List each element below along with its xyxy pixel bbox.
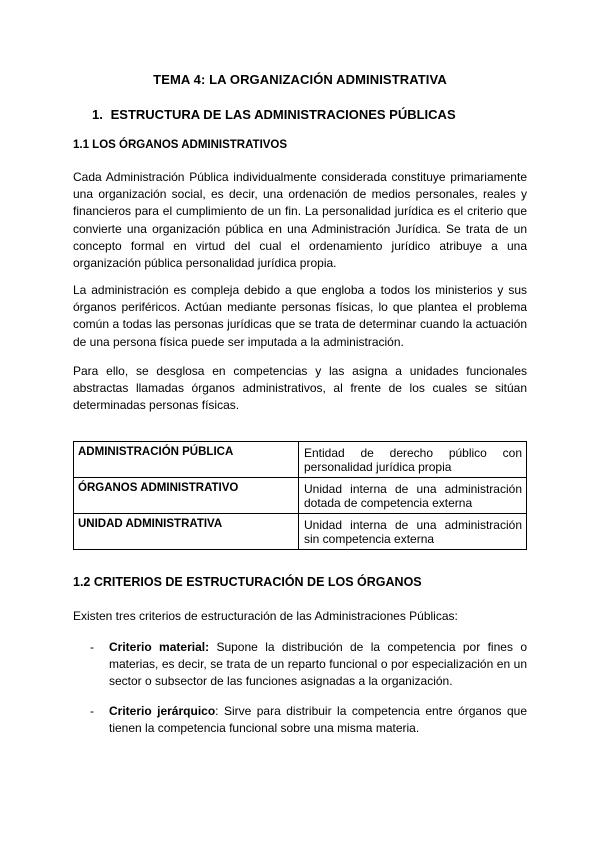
dash-bullet: -	[90, 640, 94, 654]
criterion-label: Criterio material:	[109, 640, 210, 654]
table-definition-line: personalidad jurídica propia	[304, 460, 452, 474]
section-number: 1.	[92, 107, 103, 122]
list-item-text	[109, 639, 527, 691]
table-definition-line: sin competencia externa	[304, 532, 435, 546]
definitions-table	[73, 441, 527, 550]
paragraph: La administración es compleja debido a que engloba a todos los ministerios y sus órganos periféricos. Actúan mediante personas físicas, lo que plantea el problema común a todas las personas jurídicas que se trata de determinar cuando la actuación de una persona física puede ser imputada a la administración.	[73, 283, 527, 349]
table-definition	[299, 478, 527, 514]
list-item	[90, 703, 527, 737]
page-title: TEMA 4: LA ORGANIZACIÓN ADMINISTRATIVA	[153, 72, 447, 87]
table-definition-line: dotada de competencia externa	[304, 496, 473, 510]
subsection-heading-1: 1.1 LOS ÓRGANOS ADMINISTRATIVOS	[73, 139, 288, 151]
table-row	[74, 514, 527, 550]
dash-bullet: -	[90, 704, 94, 718]
criterion-text: : Sirve para distribuir la competencia entre órganos que tienen la competencia funcional sobre una misma materia.	[109, 704, 527, 736]
list-item	[90, 639, 527, 691]
table-definition-line: Unidad interna de una administración	[304, 482, 522, 496]
paragraph: Para ello, se desglosa en competencias y las asigna a unidades funcionales abstractas llamadas órganos administrativos, al frente de los cuales se sitúan determinadas personas físicas.	[73, 364, 527, 413]
section-heading	[92, 107, 456, 122]
table-definition-line: Entidad de derecho público con	[304, 446, 522, 460]
table-term: ADMINISTRACIÓN PÚBLICA	[74, 442, 299, 478]
criterion-text: Supone la distribución de la competencia por fines o materias, es decir, se trata de un reparto funcional o por especialización en un sector o subsector de las funciones asignadas a la organización.	[109, 640, 527, 689]
table-definition-line: Unidad interna de una administración	[304, 518, 522, 532]
section-title: ESTRUCTURA DE LAS ADMINISTRACIONES PÚBLICAS	[110, 107, 456, 122]
subsection-heading-2: 1.2 CRITERIOS DE ESTRUCTURACIÓN DE LOS ÓRGANOS	[73, 575, 422, 589]
criteria-intro: Existen tres criterios de estructuración de las Administraciones Públicas:	[73, 609, 458, 623]
table-definition	[299, 514, 527, 550]
table-term: UNIDAD ADMINISTRATIVA	[74, 514, 299, 550]
table-row	[74, 442, 527, 478]
criterion-label: Criterio jerárquico	[109, 704, 216, 718]
table-row	[74, 478, 527, 514]
table-term: ÓRGANOS ADMINISTRATIVO	[74, 478, 299, 514]
paragraph: Cada Administración Pública individualmente considerada constituye primariamente una organización social, es decir, una ordenación de medios personales, reales y financieros para el cumplimiento de un fin. La personalidad jurídica es el criterio que convierte una organización pública en una Administración Jurídica. Se trata de un concepto formal en virtud del cual el ordenamiento jurídico atribuye a una organización pública personalidad jurídica propia.	[73, 170, 527, 271]
table-definition	[299, 442, 527, 478]
list-item-text	[109, 703, 527, 737]
